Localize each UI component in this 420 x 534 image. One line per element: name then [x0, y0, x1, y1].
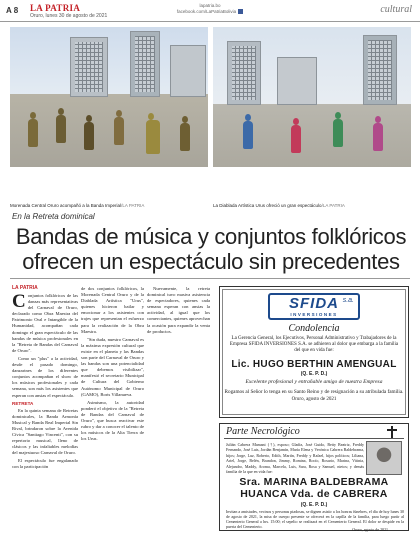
building-shape — [363, 35, 397, 105]
drop-cap: C — [12, 291, 26, 312]
dancer-figure — [243, 121, 253, 149]
subheading: RETRETA — [12, 400, 34, 406]
paragraph: En la quinta semana de Retretas dominicales, la Banda Armonía Musical y Banda Real Imperial Sin Rival, brindaron sobre la Avenida Cívica "Santiago Vincenti", con su repertorio musical, lleno de clásicos y las infaltables melodías del majestuoso Carnaval de Oruro. — [12, 407, 78, 456]
newspaper-logo: LA PATRIA — [30, 3, 81, 13]
divider — [10, 278, 410, 279]
building-shape — [227, 41, 261, 105]
cross-icon — [386, 426, 398, 438]
necrology-title: Parte Necrológico — [226, 426, 300, 437]
dancer-figure — [291, 125, 301, 153]
paragraph: "Sin duda, nuestro Carnaval es la máxima expresión cultural que existe en el planeta y las Bandas son parte del Carnaval de Oruro y las bandas son una potencialidad que debemos visibilizar", manifestó el secretario Municipal de Cultura del Gobierno Autónomo Municipal de Oruro (GAMO), Boris Villanueva. — [81, 336, 144, 397]
deceased-photo — [366, 441, 402, 475]
mourners-list: Julián Cabrera Mamani (†), esposo; Gladiz, José Guido, Betty Beatriz, Freddy Fernando, José Luis, Jordán Benjamín, María Elena y Verónica Cabrera Baldebrama, hijos; Jorge, Luz, Roberto, Edith, Martín, Freddy y Rafael, hijos políticos; Liliana, Ariel, Jorge, Belén, Brandon, Jimmy, Romina, Rocío, Rosario, Marina, Vitinia, Alejandro, Maddy, Aroma, Marcela, Luis, Sara, Rosa y Samuel, nietos; y demás familia de la que en vida fue: — [226, 442, 364, 475]
condolence-notice — [219, 286, 409, 418]
paragraph: Conjuntos folklóricos de las danzas más representativas del Carnaval de Oruro, declarado como Obra Maestra del Patrimonio Oral e Intangible de la Humanidad, acompañan cada domingo el gran espectáculo de las bandas de música profesionales en la "Retreta de Bandas del Carnaval de Oruro". — [12, 291, 78, 353]
condolence-date: Oruro, agosto de 2021 — [291, 396, 337, 402]
page-number: A 8 — [6, 6, 19, 15]
photo-diablada — [213, 27, 411, 167]
facebook-link[interactable]: facebook.com/LaPatriaBolivia — [175, 9, 245, 15]
article-headline: Bandas de música y conjuntos folklóricos ofrecen un espectáculo sin precedentes — [15, 224, 407, 274]
funeral-notice: Invitan a amistades, vecinos y personas piadosas, se dignen asistir a los honras fúnebres, el día de hoy lunes 30 de agosto de 2021, la misa de cuerpo presente se ofrecerá en la capilla de la familia, para luego partir al Cementerio General a hrs. 15:00; el sepelio se realizará en el Cementerio General. El dolor se despide en la puerta del Cementerio. — [226, 509, 404, 529]
dancer-figure — [180, 123, 190, 151]
sfida-logo: SFIDA s.a. INVERSIONES — [268, 293, 360, 320]
page-header — [0, 0, 420, 22]
facebook-icon — [238, 9, 243, 14]
website-link[interactable]: lapatria.bo — [199, 3, 221, 8]
section-label: cultural — [380, 4, 412, 15]
issue-date: Oruro, lunes 30 de agosto de 2021 — [30, 13, 108, 19]
photo-caption-right: La Diablada Artística Urus ofreció un gran espectáculo/LA PATRIA — [213, 203, 345, 208]
paragraph: El espectáculo fue engalanado con la participación — [12, 458, 78, 470]
dancer-figure — [28, 119, 38, 147]
necrology-date: Oruro, agosto de 2021 — [352, 527, 388, 532]
divider — [224, 438, 404, 439]
article-column-1 — [12, 293, 78, 473]
deceased-name: Sra. MARINA BALDEBRAMA HUANCA Vda. de CABRERA — [239, 476, 389, 500]
photo-caption-left: Morenada Central Oruro acompañó a la Banda Imperial/LA PATRIA — [10, 203, 145, 208]
building-shape — [170, 45, 206, 97]
epitaph: Excelente profesional y entrañable amigo de nuestra Empresa — [245, 378, 383, 385]
building-shape — [277, 57, 317, 105]
dancer-figure — [84, 122, 94, 150]
dancer-figure — [373, 123, 383, 151]
dancer-figure — [333, 119, 343, 147]
photo-morenada — [10, 27, 208, 167]
article-kicker: En la Retreta dominical — [12, 212, 95, 221]
dancer-figure — [146, 120, 160, 154]
rip-label: (Q. E. P. D.) — [300, 502, 328, 508]
paragraph: de dos conjuntos folklóricos, la Morenada Central Oruro y de la Diablada Artística "Urus", quienes hicieron bailar y emocionar a los asistentes con trajes que representan el esfuerzo para la realización de la Obra Maestra. — [81, 286, 144, 334]
paragraph: Asimismo, la autoridad ponderó el objetivo de la "Retreta de Bandas del Carnaval de Oruro", que busca reactivar este rubro y dar a conocer el talento de los músicos de la Alta Tierra de los Urus. — [81, 399, 144, 442]
necrology-notice — [219, 423, 409, 531]
prayer: Rogamos al Señor lo tenga en su Santo Reino y de resignación a su atribulada familia. — [224, 388, 404, 395]
deceased-name: Lic. HUGO BERTHIN AMENGUAL — [231, 358, 397, 370]
article-column-3 — [147, 286, 210, 337]
building-shape — [70, 37, 108, 97]
web-links — [175, 3, 245, 15]
paragraph: Como un "plus" a la actividad, desde el pasado domingo, danzarines de los diferentes conjuntos acompañan el show de los músicos profesionales y cada semana, son más los asistentes que esperan con ansias el espectáculo. — [12, 355, 78, 398]
article-column-2 — [81, 286, 144, 444]
paragraph: Nuevamente, la retreta dominical tuvo masiva asistencia de espectadores, quienes cada semana esperan con ansias la actividad, al igual que los comerciantes, quienes aprovechan la ocasión para expandir la venta de productos. — [147, 286, 210, 334]
rip-label: (Q. E. P. D.) — [300, 370, 328, 377]
dancer-figure — [114, 117, 124, 145]
building-shape — [130, 31, 160, 97]
dancer-figure — [56, 115, 66, 143]
condolence-body: La Gerencia General, los Ejecutivos, Personal Administrativo y Trabajadores de la Empresa SFIDA INVERSIONES S.A. se adhieren al dolor que embarga a la familia del que en vida fue: — [229, 336, 399, 354]
condolence-title: Condolencia — [288, 323, 340, 334]
byline: LA PATRIA — [12, 285, 38, 291]
